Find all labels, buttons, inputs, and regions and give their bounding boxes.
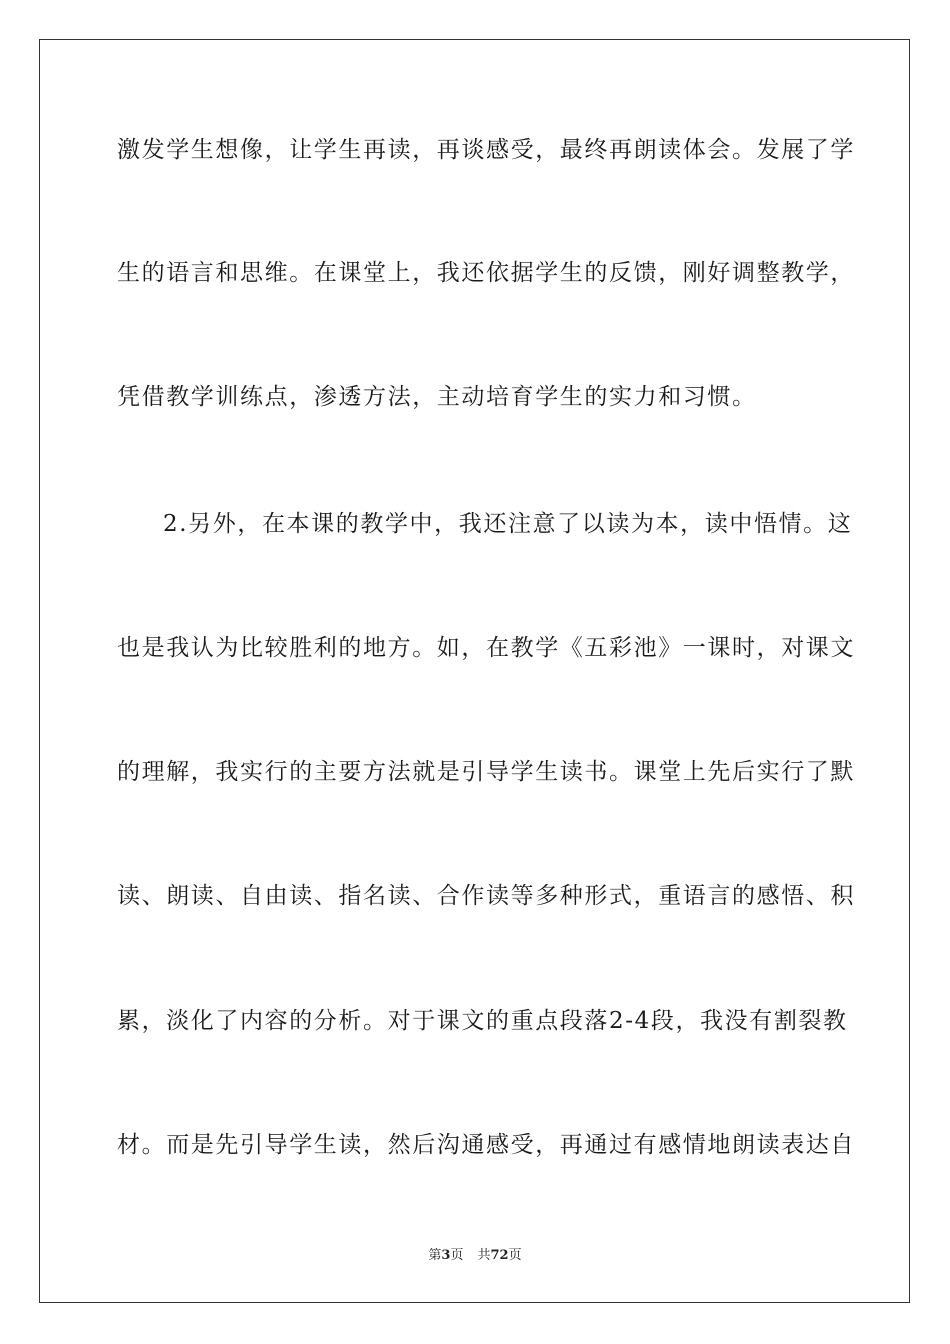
total-prefix: 共	[477, 1248, 491, 1263]
text-line-7: 读、朗读、自由读、指名读、合作读等多种形式，重语言的感悟、积	[117, 883, 855, 909]
text-line-1: 激发学生想像，让学生再读，再谈感受，最终再朗读体会。发展了学	[117, 137, 855, 163]
page-border	[39, 39, 910, 1303]
page-number: 3	[441, 1248, 451, 1263]
total-pages: 72	[490, 1248, 509, 1263]
text-line-4: 2.另外，在本课的教学中，我还注意了以读为本，读中悟情。这	[163, 511, 853, 537]
text-line-2: 生的语言和思维。在课堂上，我还依据学生的反馈，刚好调整教学，	[117, 260, 855, 286]
page-prefix: 第	[428, 1248, 442, 1263]
page-footer	[0, 1247, 950, 1265]
text-line-8: 累，淡化了内容的分析。对于课文的重点段落2-4段，我没有割裂教	[117, 1008, 848, 1034]
page-suffix: 页	[450, 1248, 464, 1263]
total-suffix: 页	[508, 1248, 522, 1263]
text-line-5: 也是我认为比较胜利的地方。如，在教学《五彩池》一课时，对课文	[117, 635, 855, 661]
page-label	[428, 1248, 463, 1263]
text-line-3: 凭借教学训练点，渗透方法，主动培育学生的实力和习惯。	[117, 384, 757, 410]
total-label	[477, 1248, 521, 1263]
text-line-9: 材。而是先引导学生读，然后沟通感受，再通过有感情地朗读表达自	[117, 1132, 855, 1158]
text-line-6: 的理解，我实行的主要方法就是引导学生读书。课堂上先后实行了默	[117, 759, 855, 785]
